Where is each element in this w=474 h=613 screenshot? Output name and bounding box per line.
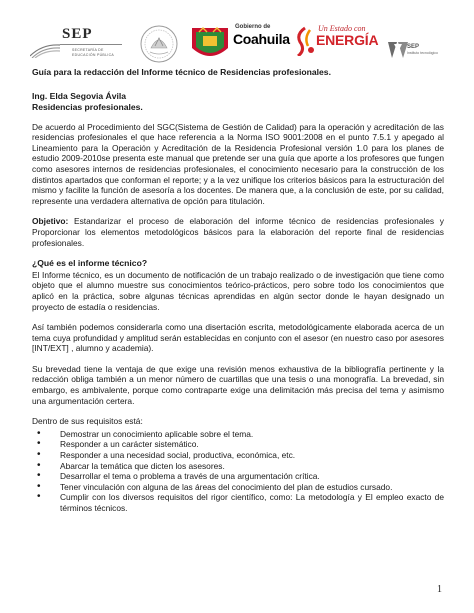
requirements-list (32, 429, 444, 514)
list-item: • Cumplir con los diversos requisitos del rigor científico, como: La metodología y El empleo exacto de términos técnicos. (32, 492, 444, 513)
author-department: Residencias profesionales. (32, 101, 143, 112)
list-item: • Desarrollar el tema o problema a través de una argumentación crítica. (32, 471, 444, 482)
national-seal-icon (138, 24, 180, 64)
objective-paragraph (32, 216, 444, 248)
tecnologicos-name: SEP (407, 44, 420, 50)
coahuila-government-label: Gobierno de (235, 24, 271, 30)
coahuila-shield-icon (189, 24, 231, 64)
list-item: • Tener vinculación con alguna de las áreas del conocimiento del plan de estudios cursado. (32, 482, 444, 493)
list-item: • Demostrar un conocimiento aplicable sobre el tema. (32, 429, 444, 440)
brevity-paragraph: Su brevedad tiene la ventaja de que exige una revisión menos exhaustiva de la bibliografía pertinente y la redacción obliga también a un menor número de cuartillas que una tesis o una monografía. La brevedad, sin embargo, es ambivalente, porque como contraparte exige una delimitación más precisa del tema y asimismo una argumentación certera. (32, 363, 444, 406)
sep-stripes-icon (30, 42, 60, 58)
energia-swirl-icon (294, 26, 316, 56)
energia-name: ENERGÍA (316, 32, 379, 48)
tecnologicos-subtitle: Instituto tecnológico (407, 51, 438, 55)
objective-label: Objetivo: (32, 216, 69, 227)
list-item: • Responder a una necesidad social, productiva, económica, etc. (32, 450, 444, 461)
page-header (0, 0, 474, 64)
sep-subtitle-2: EDUCACIÓN PÚBLICA (72, 53, 115, 57)
document-body (32, 67, 444, 514)
page-number: 1 (437, 584, 442, 595)
requirements-intro: Dentro de sus requisitos está: (32, 416, 143, 427)
sep-logo (30, 24, 130, 64)
author-name: Ing. Elda Segovia Ávila (32, 90, 127, 101)
section-heading: ¿Qué es el informe técnico? (32, 258, 148, 269)
list-item: • Responder a un carácter sistemático. (32, 439, 444, 450)
energia-tagline: Un Estado con (318, 24, 366, 33)
tecnologico-emblem-icon (387, 38, 409, 60)
tecnologicos-logo (387, 24, 457, 64)
energia-logo (294, 24, 384, 64)
dissertation-paragraph: Así también podemos considerarla como una disertación escrita, metodológicamente elaborada acerca de un tema cuya profundidad y amplitud serán establecidas en conjunto con el asesor (en nuestro caso por asesores [INT/EXT] , alumno y academia). (32, 322, 444, 354)
coahuila-logo (189, 24, 289, 64)
document-title: Guía para la redacción del Informe técnico de Residencias profesionales. (32, 67, 331, 77)
intro-paragraph: De acuerdo al Procedimiento del SGC(Sistema de Gestión de Calidad) para la operación y acreditación de las residencias profesionales el que hace referencia a la Norma ISO 9001:2008 en el punto 7.5.1 y apegado al Lineamiento para la Operación y Acreditación de la Residencia Profesional versión 1.0 para los planes de estudio 2009-2010se presenta este manual que pretende ser una guía que aporte a los profesores que fungen como asesores internos de residencias profesionales, el conocimiento necesario para la construcción de los distintos apartados que conforman el reporte; y a la vez unifique los criterios básicos para la estructuración del mismo y facilite la función de asesoría a los docentes. De manera que, a la conclusión de este, por su calidad, represente una verdadera alternativa de opción para titulación. (32, 121, 444, 206)
sep-subtitle-1: SECRETARÍA DE (72, 48, 104, 52)
objective-text: Estandarizar el proceso de elaboración del informe técnico de residencias profesionales y Proporcionar los elementos metodológicos básicos para la elaboración del reporte final de residencias profesionales. (32, 216, 444, 248)
sep-divider (60, 44, 122, 45)
coahuila-name: Coahuila (233, 31, 290, 47)
definition-paragraph: El Informe técnico, es un documento de notificación de un trabajo realizado o de investigación que tiene como objeto que el alumno muestre sus conocimientos teórico-prácticos, pero sobre todo los conocimientos que aplicó en la práctica, sobre algunas técnicas aprendidas en algún sector donde le hayan designado un proyecto de estadía o residencias. (32, 269, 444, 312)
list-item: • Abarcar la temática que dicten los asesores. (32, 461, 444, 472)
sep-wordmark: SEP (62, 26, 93, 42)
